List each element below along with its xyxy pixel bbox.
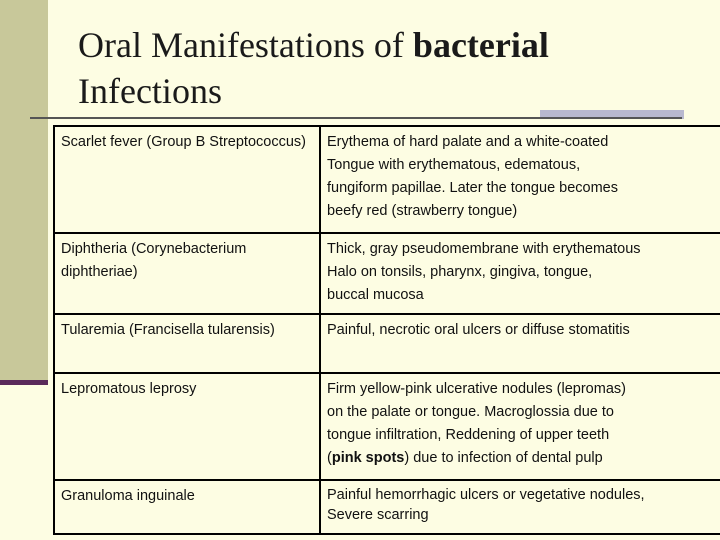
manifestation-cell xyxy=(320,314,720,373)
table-row xyxy=(54,233,720,314)
text-after: ) due to infection of dental pulp xyxy=(404,450,603,466)
manifestations-table xyxy=(53,125,720,535)
disease-name: Diphtheria (Corynebacterium diphtheriae) xyxy=(61,241,247,280)
manifestation-line: Painful, necrotic oral ulcers or diffuse stomatitis xyxy=(327,322,630,338)
disease-cell xyxy=(54,373,320,480)
manifestation-line: Tongue with erythematous, edematous, xyxy=(327,157,581,173)
manifestation-line: buccal mucosa xyxy=(327,287,424,303)
manifestation-line: on the palate or tongue. Macroglossia due to xyxy=(327,404,614,420)
pink-spots-bold: pink spots xyxy=(331,450,405,466)
left-decorative-bar xyxy=(0,0,48,384)
manifestation-line: Halo on tonsils, pharynx, gingiva, tongue, xyxy=(327,264,593,280)
manifestation-cell xyxy=(320,480,720,534)
text-before: ( xyxy=(327,450,332,466)
manifestation-line: tongue infiltration, Reddening of upper teeth xyxy=(327,427,610,443)
manifestation-line xyxy=(327,447,714,470)
disease-cell xyxy=(54,314,320,373)
disease-name: Tularemia (Francisella tularensis) xyxy=(61,322,275,338)
title-bold-word: bacterial xyxy=(412,25,549,65)
disease-name: Lepromatous leprosy xyxy=(61,381,197,397)
manifestation-cell xyxy=(320,126,720,233)
table-row xyxy=(54,126,720,233)
manifestation-cell xyxy=(320,373,720,480)
manifestation-line: fungiform papillae. Later the tongue becomes xyxy=(327,180,618,196)
slide-title xyxy=(78,22,678,114)
disease-name: Granuloma inguinale xyxy=(61,488,195,504)
disease-name: Scarlet fever (Group B Streptococcus) xyxy=(61,134,306,150)
disease-cell xyxy=(54,480,320,534)
table-row xyxy=(54,314,720,373)
manifestation-cell xyxy=(320,233,720,314)
left-bar-accent xyxy=(0,380,48,385)
disease-cell xyxy=(54,126,320,233)
table-row xyxy=(54,373,720,480)
manifestation-line: Thick, gray pseudomembrane with erythematous xyxy=(327,241,641,257)
manifestation-line: Severe scarring xyxy=(327,507,429,523)
table-row xyxy=(54,480,720,534)
manifestation-line: beefy red (strawberry tongue) xyxy=(327,203,518,219)
manifestation-line: Erythema of hard palate and a white-coated xyxy=(327,134,609,150)
title-underline xyxy=(30,117,682,119)
title-prefix: Oral Manifestations of xyxy=(78,25,413,65)
manifestation-line: Painful hemorrhagic ulcers or vegetative nodules, xyxy=(327,487,645,503)
disease-cell xyxy=(54,233,320,314)
manifestation-line: Firm yellow-pink ulcerative nodules (lepromas) xyxy=(327,381,626,397)
title-line-2: Infections xyxy=(78,71,222,111)
